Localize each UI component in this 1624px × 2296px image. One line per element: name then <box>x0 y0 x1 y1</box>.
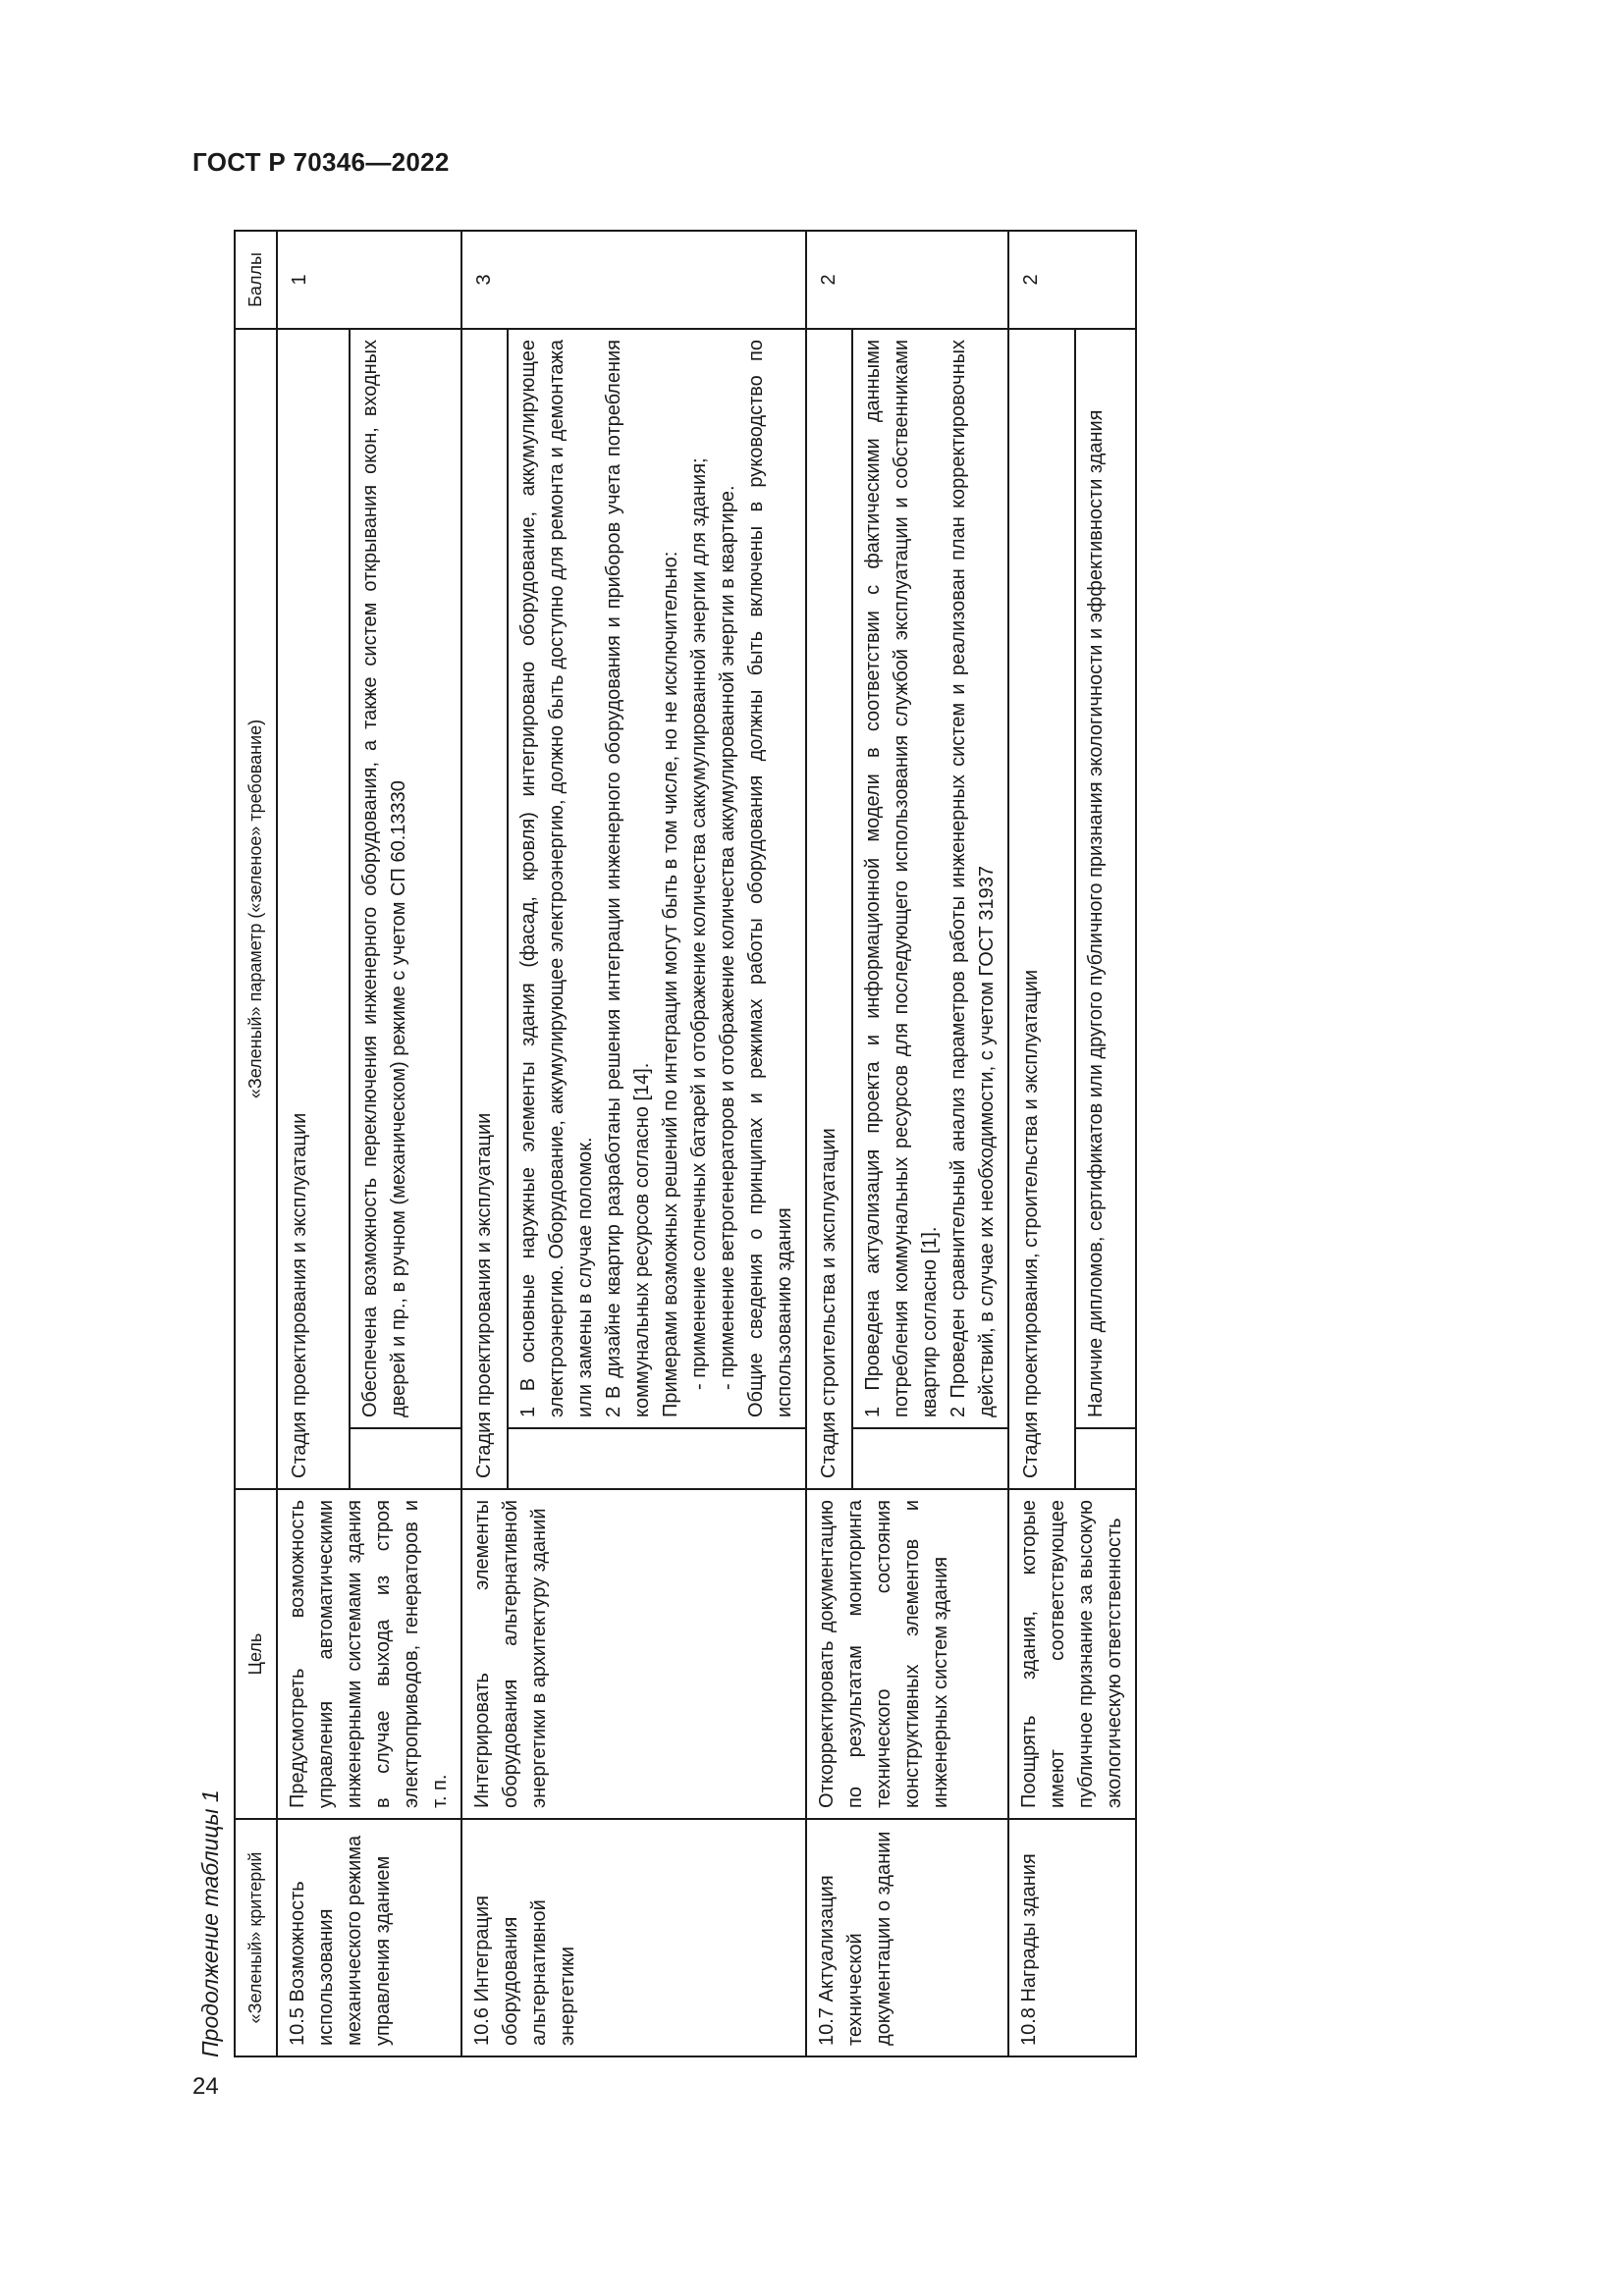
indent-cell <box>508 1428 806 1489</box>
requirement-line: Обеспечена возможность переключения инженерного оборудования, а также систем открывания окон, входных дверей и пр., в ручном (механическом) режиме с учетом СП 60.13330 <box>359 339 410 1417</box>
criterion-cell: 10.6 Интеграция оборудования альтернативной энергетики <box>461 1819 806 2056</box>
criterion-cell: 10.7 Актуализация технической документации о здании <box>806 1819 1008 2056</box>
requirement-line: Наличие дипломов, сертификатов или другого публичного признания экологичности и эффективности здания <box>1084 409 1107 1417</box>
requirement-line: 2 Проведен сравнительный анализ параметров работы инженерных систем и реализован план корректировочных действий, в случае их необходимости, с учетом ГОСТ 31937 <box>947 339 998 1417</box>
table-row <box>806 231 852 2056</box>
stage-cell: Стадия строительства и эксплуатации <box>806 329 852 1489</box>
stage-cell: Стадия проектирования, строительства и эксплуатации <box>1008 329 1075 1489</box>
table-row <box>1008 231 1075 2056</box>
requirement-cell <box>350 329 461 1428</box>
requirement-cell <box>508 329 806 1428</box>
requirement-line: - применение ветрогенераторов и отображение количества аккумулированной энергии в квартире. <box>717 485 738 1390</box>
indent-cell <box>852 1428 1008 1489</box>
requirement-line: 1 В основные наружные элементы здания (фасад, кровля) интегрировано оборудование, аккумулирующее электроэнергию. Оборудование, аккумулирующее электроэнергию, должно быть доступно для ремонта и демонтажа или замены в случае поломок. <box>517 339 596 1417</box>
requirement-line: Примерами возможных решений по интеграции могут быть в том числе, но не исключительно: <box>660 551 681 1417</box>
points-cell: 2 <box>806 231 1008 329</box>
green-criteria-table <box>234 230 1137 2057</box>
criterion-cell: 10.5 Возможность использования механического режима управления зданием <box>277 1819 461 2056</box>
stage-cell: Стадия проектирования и эксплуатации <box>277 329 350 1489</box>
requirement-line: - применение солнечных батарей и отображение количества саккумулированной энергии для здания; <box>688 457 710 1390</box>
table-caption: Продолжение таблицы 1 <box>197 1789 223 2057</box>
stage-cell: Стадия проектирования и эксплуатации <box>461 329 508 1489</box>
points-cell: 2 <box>1008 231 1136 329</box>
goal-cell: Интегрировать элементы оборудования альтернативной энергетики в архитектуру зданий <box>461 1489 806 1819</box>
goal-cell: Предусмотреть возможность управления автоматическими инженерными системами здания в случае выхода из строя электроприводов, генераторов и т. п. <box>277 1489 461 1819</box>
requirement-line: Общие сведения о принципах и режимах работы оборудования должны быть включены в руководство по использованию здания <box>745 339 795 1417</box>
criterion-cell: 10.8 Награды здания <box>1008 1819 1136 2056</box>
table-row <box>277 231 350 2056</box>
requirement-cell <box>1075 329 1136 1428</box>
points-cell: 1 <box>277 231 461 329</box>
goal-cell: Откорректировать документацию по результатам мониторинга технического состояния конструктивных элементов и инженерных систем здания <box>806 1489 1008 1819</box>
table-row <box>461 231 508 2056</box>
indent-cell <box>1075 1428 1136 1489</box>
header-criterion: «Зеленый» критерий <box>235 1819 277 2056</box>
rotated-table-area <box>192 212 1253 2057</box>
header-requirement: «Зеленый» параметр («зеленое» требование) <box>235 329 277 1489</box>
header-points: Баллы <box>235 231 277 329</box>
page-number: 24 <box>192 2073 219 2100</box>
requirement-cell <box>852 329 1008 1428</box>
header-goal: Цель <box>235 1489 277 1819</box>
requirement-line: 2 В дизайне квартир разработаны решения интеграции инженерного оборудования и приборов учета потребления коммунальных ресурсов согласно [14]. <box>603 339 653 1417</box>
goal-cell: Поощрять здания, которые имеют соответствующее публичное признание за высокую экологическую ответственность <box>1008 1489 1136 1819</box>
points-cell: 3 <box>461 231 806 329</box>
document-header: ГОСТ Р 70346—2022 <box>192 147 450 177</box>
indent-cell <box>350 1428 461 1489</box>
requirement-line: 1 Проведена актуализация проекта и информационной модели в соответствии с фактическими данными потребления коммунальных ресурсов для последующего использования службой эксплуатации и собственниками квартир согласно [1]. <box>862 339 941 1417</box>
table-header-row <box>235 231 277 2056</box>
